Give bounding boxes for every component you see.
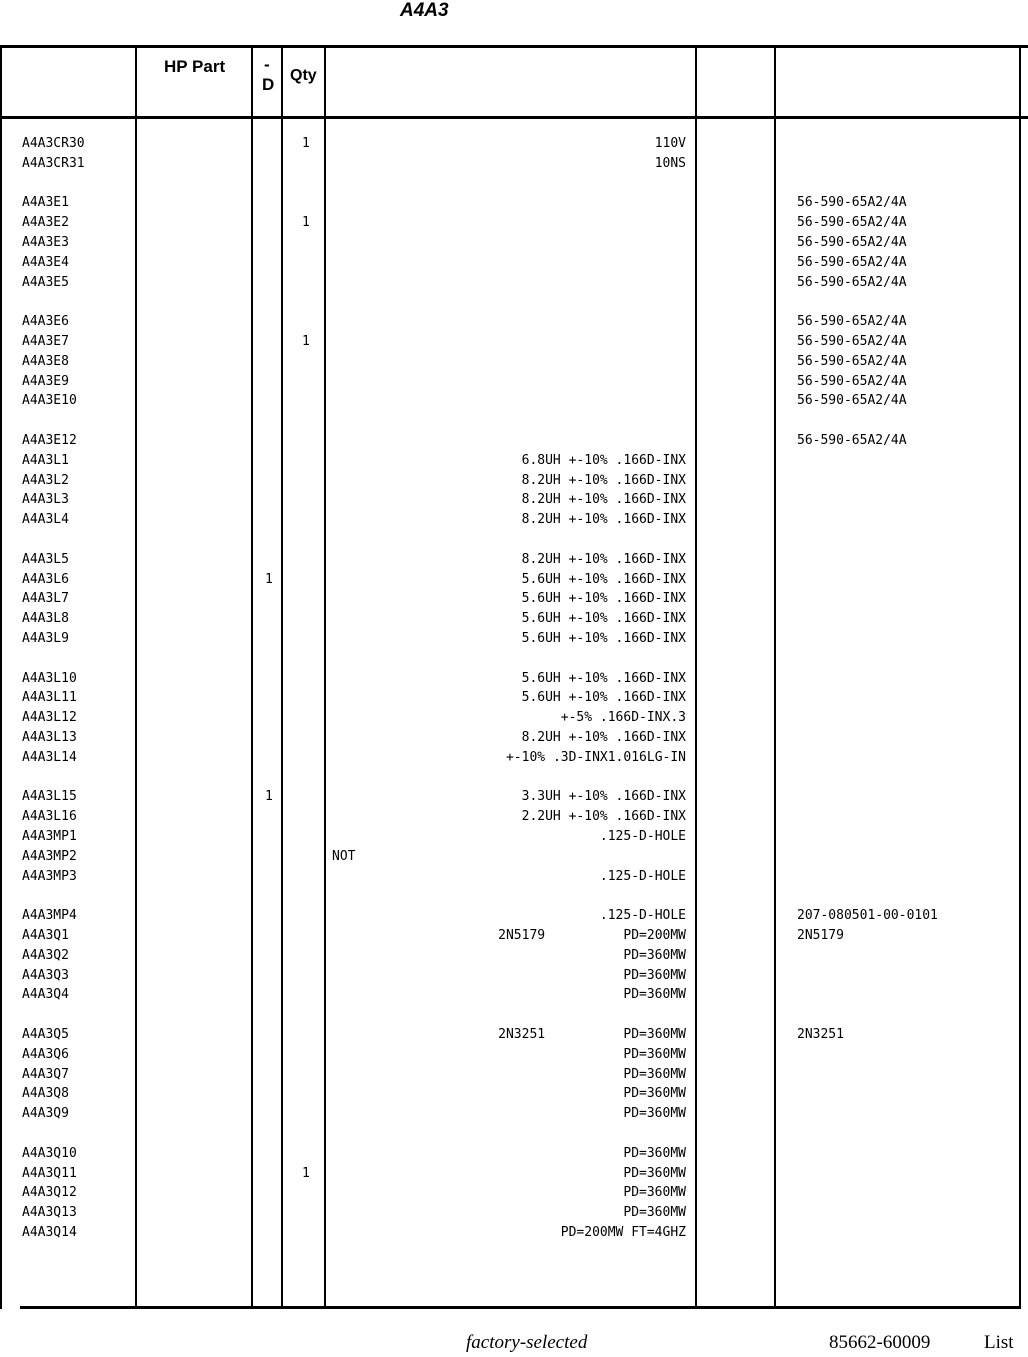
table-row	[0, 352, 1028, 372]
table-row	[0, 431, 1028, 451]
description-note: NOT	[332, 849, 356, 864]
mfr-part-cell: 56-590-65A2/4A	[797, 433, 907, 448]
part-ref-cell: A4A3E7	[22, 334, 69, 349]
part-ref-cell: A4A3L5	[22, 552, 69, 567]
header-bottom-rule	[0, 116, 1028, 119]
mfr-part-cell: 56-590-65A2/4A	[797, 255, 907, 270]
part-ref-cell: A4A3E1	[22, 195, 69, 210]
part-ref-cell: A4A3L13	[22, 730, 77, 745]
table-row	[0, 966, 1028, 986]
table-row	[0, 1065, 1028, 1085]
header-hp-part: HP Part	[164, 57, 226, 76]
description-cell: 110V	[654, 136, 686, 151]
part-ref-cell: A4A3MP2	[22, 849, 77, 864]
part-ref-cell: A4A3MP3	[22, 869, 77, 884]
part-ref-cell: A4A3E10	[22, 393, 77, 408]
description-cell: PD=360MW	[623, 1166, 686, 1181]
table-row	[0, 748, 1028, 768]
part-ref-cell: A4A3E6	[22, 314, 69, 329]
description-cell: 8.2UH +-10% .166D-INX	[521, 473, 686, 488]
table-row	[0, 787, 1028, 807]
table-row	[0, 134, 1028, 154]
mfr-part-cell: 56-590-65A2/4A	[797, 354, 907, 369]
qty-cell: 1	[302, 215, 310, 230]
description-cell: 10NS	[654, 156, 686, 171]
table-row	[0, 985, 1028, 1005]
table-row	[0, 669, 1028, 689]
assembly-title: A4A3	[400, 0, 449, 21]
description-cell: .125-D-HOLE	[599, 829, 686, 844]
table-row	[0, 609, 1028, 629]
table-row	[0, 1223, 1028, 1243]
description-cell: PD=360MW	[623, 1146, 686, 1161]
table-row	[0, 273, 1028, 293]
description-cell: PD=360MW	[623, 1067, 686, 1082]
part-ref-cell: A4A3E5	[22, 275, 69, 290]
part-ref-cell: A4A3Q7	[22, 1067, 69, 1082]
description-cell: 8.2UH +-10% .166D-INX	[521, 492, 686, 507]
table-row	[0, 1203, 1028, 1223]
header-qty: Qty	[290, 67, 317, 84]
part-ref-cell: A4A3E12	[22, 433, 77, 448]
part-ref-cell: A4A3Q14	[22, 1225, 77, 1240]
table-row	[0, 570, 1028, 590]
mfr-part-cell: 56-590-65A2/4A	[797, 235, 907, 250]
qty-cell: 1	[302, 334, 310, 349]
table-row	[0, 629, 1028, 649]
description-cell: PD=360MW	[623, 968, 686, 983]
table-row	[0, 451, 1028, 471]
footer-part-number: 85662-60009	[829, 1332, 931, 1353]
table-row	[0, 372, 1028, 392]
table-row	[0, 688, 1028, 708]
part-ref-cell: A4A3MP4	[22, 908, 77, 923]
part-ref-cell: A4A3E9	[22, 374, 69, 389]
description-cell: .125-D-HOLE	[599, 908, 686, 923]
description-cell: 8.2UH +-10% .166D-INX	[521, 552, 686, 567]
part-ref-cell: A4A3L6	[22, 572, 69, 587]
table-row	[0, 391, 1028, 411]
description-cell: 5.6UH +-10% .166D-INX	[521, 611, 686, 626]
cd-cell: 1	[265, 789, 273, 804]
part-ref-cell: A4A3Q3	[22, 968, 69, 983]
table-row	[0, 471, 1028, 491]
part-ref-cell: A4A3Q13	[22, 1205, 77, 1220]
table-row	[0, 490, 1028, 510]
description-cell: PD=360MW	[623, 1047, 686, 1062]
header-cd: D	[262, 75, 275, 94]
description-cell: 5.6UH +-10% .166D-INX	[521, 572, 686, 587]
table-row	[0, 867, 1028, 887]
table-row	[0, 946, 1028, 966]
part-ref-cell: A4A3MP1	[22, 829, 77, 844]
part-ref-cell: A4A3L12	[22, 710, 77, 725]
description-cell: 5.6UH +-10% .166D-INX	[521, 671, 686, 686]
table-row	[0, 253, 1028, 273]
part-ref-cell: A4A3E8	[22, 354, 69, 369]
part-ref-cell: A4A3Q5	[22, 1027, 69, 1042]
description-cell: PD=360MW	[623, 948, 686, 963]
mfr-part-cell: 56-590-65A2/4A	[797, 215, 907, 230]
part-ref-cell: A4A3L16	[22, 809, 77, 824]
description-cell: PD=360MW	[623, 1086, 686, 1101]
description-cell: 8.2UH +-10% .166D-INX	[521, 512, 686, 527]
part-ref-cell: A4A3L11	[22, 690, 77, 705]
part-ref-cell: A4A3L7	[22, 591, 69, 606]
table-row	[0, 827, 1028, 847]
description-cell: +-5% .166D-INX.3	[560, 710, 686, 725]
part-ref-cell: A4A3Q2	[22, 948, 69, 963]
part-ref-cell: A4A3L1	[22, 453, 69, 468]
table-row	[0, 233, 1028, 253]
table-top-rule	[0, 45, 1028, 48]
table-bottom-rule	[20, 1306, 1020, 1309]
mfr-part-cell: 56-590-65A2/4A	[797, 334, 907, 349]
description-cell: PD=200MW FT=4GHZ	[560, 1225, 686, 1240]
description-cell: +-10% .3D-INX1.016LG-IN	[505, 750, 686, 765]
table-row	[0, 1025, 1028, 1045]
description-cell: 5.6UH +-10% .166D-INX	[521, 690, 686, 705]
mfr-part-cell: 56-590-65A2/4A	[797, 314, 907, 329]
part-ref-cell: A4A3Q6	[22, 1047, 69, 1062]
table-row	[0, 1183, 1028, 1203]
description-cell: 2.2UH +-10% .166D-INX	[521, 809, 686, 824]
table-row	[0, 332, 1028, 352]
table-row	[0, 312, 1028, 332]
part-ref-cell: A4A3Q9	[22, 1106, 69, 1121]
table-row	[0, 728, 1028, 748]
table-row	[0, 1164, 1028, 1184]
mfr-part-cell: 2N3251	[797, 1027, 844, 1042]
table-row	[0, 193, 1028, 213]
qty-cell: 1	[302, 1166, 310, 1181]
part-ref-cell: A4A3Q12	[22, 1185, 77, 1200]
footer-list-label: List	[984, 1332, 1014, 1353]
table-row	[0, 708, 1028, 728]
mfr-part-cell: 56-590-65A2/4A	[797, 374, 907, 389]
cd-cell: 1	[265, 572, 273, 587]
part-ref-cell: A4A3Q1	[22, 928, 69, 943]
description-cell: 5.6UH +-10% .166D-INX	[521, 591, 686, 606]
part-ref-cell: A4A3L4	[22, 512, 69, 527]
table-row	[0, 550, 1028, 570]
part-ref-cell: A4A3E4	[22, 255, 69, 270]
description-cell: 6.8UH +-10% .166D-INX	[521, 453, 686, 468]
table-row	[0, 213, 1028, 233]
description-cell: PD=360MW	[623, 987, 686, 1002]
table-row	[0, 589, 1028, 609]
mfr-part-cell: 207-080501-00-0101	[797, 908, 938, 923]
header-cd-mark: -	[264, 55, 270, 74]
part-ref-cell: A4A3L15	[22, 789, 77, 804]
table-row	[0, 1045, 1028, 1065]
part-ref-cell: A4A3Q4	[22, 987, 69, 1002]
part-ref-cell: A4A3L10	[22, 671, 77, 686]
table-row	[0, 1084, 1028, 1104]
table-row	[0, 1144, 1028, 1164]
table-row	[0, 154, 1028, 174]
description-cell: 2N3251 PD=360MW	[498, 1027, 686, 1042]
table-row	[0, 510, 1028, 530]
footer-note: factory-selected	[466, 1332, 588, 1353]
description-cell: 3.3UH +-10% .166D-INX	[521, 789, 686, 804]
part-ref-cell: A4A3CR30	[22, 136, 85, 151]
part-ref-cell: A4A3E2	[22, 215, 69, 230]
table-row	[0, 906, 1028, 926]
part-ref-cell: A4A3L14	[22, 750, 77, 765]
part-ref-cell: A4A3Q11	[22, 1166, 77, 1181]
description-cell: 5.6UH +-10% .166D-INX	[521, 631, 686, 646]
table-row	[0, 807, 1028, 827]
part-ref-cell: A4A3Q8	[22, 1086, 69, 1101]
description-cell: PD=360MW	[623, 1185, 686, 1200]
qty-cell: 1	[302, 136, 310, 151]
part-ref-cell: A4A3CR31	[22, 156, 85, 171]
table-row	[0, 847, 1028, 867]
mfr-part-cell: 2N5179	[797, 928, 844, 943]
part-ref-cell: A4A3L9	[22, 631, 69, 646]
part-ref-cell: A4A3E3	[22, 235, 69, 250]
description-cell: 2N5179 PD=200MW	[498, 928, 686, 943]
part-ref-cell: A4A3L8	[22, 611, 69, 626]
description-cell: 8.2UH +-10% .166D-INX	[521, 730, 686, 745]
table-row	[0, 1104, 1028, 1124]
description-cell: .125-D-HOLE	[599, 869, 686, 884]
table-row	[0, 926, 1028, 946]
mfr-part-cell: 56-590-65A2/4A	[797, 393, 907, 408]
mfr-part-cell: 56-590-65A2/4A	[797, 275, 907, 290]
part-ref-cell: A4A3L3	[22, 492, 69, 507]
part-ref-cell: A4A3Q10	[22, 1146, 77, 1161]
mfr-part-cell: 56-590-65A2/4A	[797, 195, 907, 210]
part-ref-cell: A4A3L2	[22, 473, 69, 488]
description-cell: PD=360MW	[623, 1106, 686, 1121]
description-cell: PD=360MW	[623, 1205, 686, 1220]
